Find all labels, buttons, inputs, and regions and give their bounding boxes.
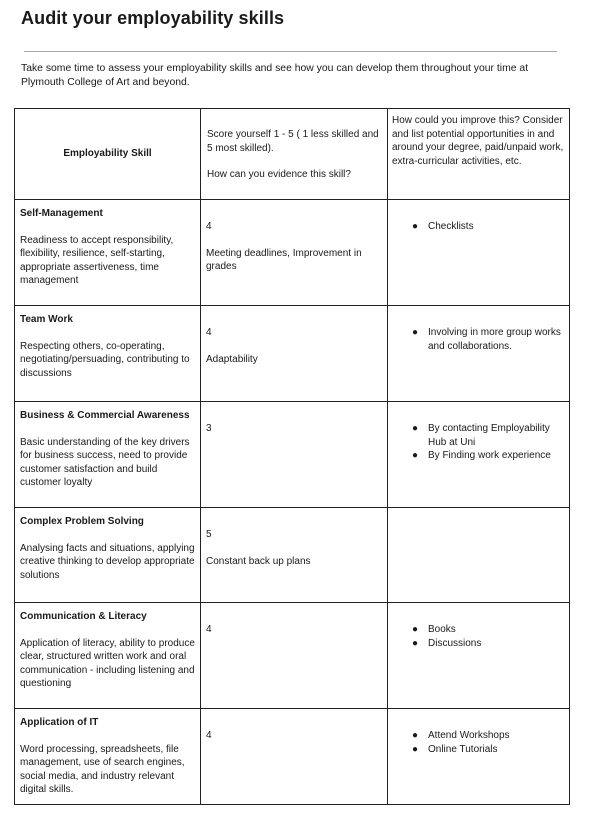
header-skill-cell	[15, 109, 201, 200]
score-cell	[201, 709, 388, 805]
skill-cell	[15, 306, 201, 402]
score-cell	[201, 603, 388, 709]
improvement-text: By contacting Employability Hub at Uni	[428, 423, 550, 448]
skill-description: Readiness to accept responsibility, flexibility, resilience, self-starting, appropriate assertiveness, time management	[20, 234, 174, 286]
score-cell	[201, 200, 388, 306]
list-item	[412, 743, 565, 757]
improvement-list	[388, 402, 569, 463]
list-item	[412, 637, 565, 651]
list-item	[412, 422, 565, 449]
skill-description: Respecting others, co-operating, negotiating/persuading, contributing to discussions	[20, 340, 190, 379]
score-cell	[201, 306, 388, 402]
skill-name: Application of IT	[20, 717, 99, 728]
header-row	[15, 109, 570, 200]
skill-description: Application of literacy, ability to produce clear, structured written work and oral communication - including listening and questioning	[20, 637, 195, 689]
header-score-label: Score yourself 1 - 5 ( 1 less skilled and 5 most skilled).	[207, 129, 379, 154]
skill-cell	[15, 709, 201, 805]
bullet-icon: ●	[412, 637, 419, 649]
improvement-cell	[388, 508, 570, 603]
score-value: 4	[206, 221, 212, 232]
improvement-text: Discussions	[428, 637, 482, 649]
improvement-text: Books	[428, 624, 456, 635]
bullet-icon: ●	[412, 450, 419, 461]
skills-audit-table	[14, 108, 570, 805]
skill-description: Analysing facts and situations, applying creative thinking to develop appropriate solutions	[20, 542, 195, 581]
header-skill-label: Employability Skill	[63, 148, 152, 160]
skill-cell	[15, 402, 201, 508]
score-value: 3	[206, 423, 212, 434]
improvement-text: Checklists	[428, 221, 474, 232]
intro-text: Take some time to assess your employability skills and see how you can develop them throughout your time at Plymouth College of Art and beyond.	[21, 63, 529, 88]
skill-description: Basic understanding of the key drivers for business success, need to provide customer satisfaction and build customer loyalty	[20, 436, 190, 488]
skill-name: Team Work	[20, 314, 73, 325]
bullet-icon: ●	[412, 423, 419, 434]
page-title: Audit your employability skills	[21, 8, 285, 28]
evidence-text: Constant back up plans	[206, 555, 311, 567]
improvement-cell	[388, 603, 570, 709]
table-row	[15, 200, 570, 306]
improvement-text: Attend Workshops	[428, 730, 510, 741]
bullet-icon: ●	[412, 743, 419, 755]
skill-name: Communication & Literacy	[20, 611, 147, 622]
improvement-list	[388, 200, 569, 234]
header-evidence-label: How can you evidence this skill?	[207, 169, 351, 180]
skill-cell	[15, 508, 201, 603]
improvement-list	[388, 603, 569, 650]
list-item	[412, 623, 565, 637]
score-cell	[201, 402, 388, 508]
evidence-text: Meeting deadlines, Improvement in grades	[206, 247, 362, 272]
improvement-text: Involving in more group works and collaborations.	[428, 327, 561, 352]
skill-description: Word processing, spreadsheets, file management, use of search engines, social media, and industry relevant digital skills.	[20, 743, 185, 795]
improvement-list	[388, 306, 569, 353]
evidence-text: Adaptability	[206, 353, 258, 365]
score-cell	[201, 508, 388, 603]
table-row	[15, 306, 570, 402]
bullet-icon: ●	[412, 327, 419, 338]
score-value: 5	[206, 529, 212, 540]
score-value: 4	[206, 624, 212, 635]
bullet-icon: ●	[412, 221, 419, 232]
header-score-cell	[201, 109, 388, 200]
improvement-list	[388, 709, 569, 756]
table-row	[15, 709, 570, 805]
improvement-cell	[388, 709, 570, 805]
list-item	[412, 326, 565, 353]
score-value: 4	[206, 327, 212, 338]
skill-cell	[15, 603, 201, 709]
improvement-text: Online Tutorials	[428, 743, 498, 755]
skill-name: Self-Management	[20, 208, 103, 219]
list-item	[412, 449, 565, 463]
table-row	[15, 402, 570, 508]
improvement-cell	[388, 402, 570, 508]
header-improve-label: How could you improve this? Consider and list potential opportunities in and around your degree, paid/unpaid work, extra-curricular activities, etc.	[392, 115, 564, 167]
improvement-text: By Finding work experience	[428, 450, 551, 461]
bullet-icon: ●	[412, 730, 419, 741]
title-divider	[24, 51, 557, 52]
improvement-cell	[388, 200, 570, 306]
improvement-cell	[388, 306, 570, 402]
bullet-icon: ●	[412, 624, 419, 635]
table-row	[15, 508, 570, 603]
header-improve-cell	[388, 109, 570, 200]
skill-name: Complex Problem Solving	[20, 516, 144, 527]
score-value: 4	[206, 730, 212, 741]
list-item	[412, 220, 565, 234]
skill-cell	[15, 200, 201, 306]
table-row	[15, 603, 570, 709]
list-item	[412, 729, 565, 743]
skill-name: Business & Commercial Awareness	[20, 410, 190, 421]
